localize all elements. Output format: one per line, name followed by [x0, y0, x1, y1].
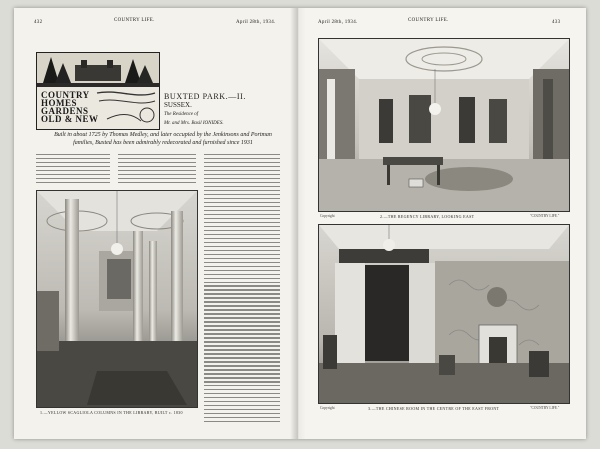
right-page-number: 433	[552, 20, 561, 25]
photo-3-credit-left: Copyright	[320, 406, 335, 410]
left-page-number: 432	[34, 20, 43, 25]
article-title: BUXTED PARK.—II.	[164, 92, 246, 101]
masthead-line: COUNTRY	[41, 90, 90, 100]
right-running-title: COUNTRY LIFE.	[408, 18, 449, 23]
photo-1-caption: 1.—YELLOW SCAGLIOLA COLUMNS IN THE LIBRARY, BUILT c. 1830	[40, 410, 183, 415]
right-page-date: April 28th, 1934.	[318, 20, 358, 25]
article-title-block	[164, 92, 246, 128]
body-text-column-1	[36, 154, 110, 186]
masthead-line: HOMES	[41, 98, 78, 108]
article-county: SUSSEX.	[164, 101, 192, 109]
right-page	[298, 8, 586, 439]
photo-3-caption: 3.—THE CHINESE ROOM IN THE CENTRE OF THE EAST FRONT	[368, 406, 500, 411]
masthead-line: GARDENS	[41, 106, 89, 116]
body-text-column-2	[118, 154, 196, 186]
left-page-date: April 28th, 1934.	[236, 20, 276, 25]
left-running-title: COUNTRY LIFE.	[114, 18, 155, 23]
masthead-line: OLD & NEW	[41, 114, 99, 124]
article-standfirst: Built in about 1725 by Thomas Medley, and later occupied by the Jenkinsons and Portman families, Buxted has been admirably redecorated and furnished since 1931	[54, 132, 272, 146]
photo-library-columns	[36, 190, 198, 408]
photo-2-credit-right: "COUNTRY LIFE."	[530, 214, 560, 218]
left-page	[14, 8, 298, 439]
body-text-column-3	[204, 154, 280, 425]
magazine-spread	[14, 8, 586, 439]
article-owners: Mr. and Mrs. Basil IONIDES.	[164, 121, 224, 126]
photo-chinese-room	[318, 224, 570, 404]
page-gutter-shadow	[290, 8, 306, 439]
masthead-block	[36, 52, 160, 130]
photo-2-credit-left: Copyright	[320, 214, 335, 218]
photo-3-credit-right: "COUNTRY LIFE."	[530, 406, 560, 410]
photo-regency-library	[318, 38, 570, 212]
article-subtitle: The Residence of	[164, 112, 199, 117]
photo-2-caption: 2.—THE REGENCY LIBRARY, LOOKING EAST	[380, 214, 475, 219]
masthead-text	[41, 91, 99, 123]
